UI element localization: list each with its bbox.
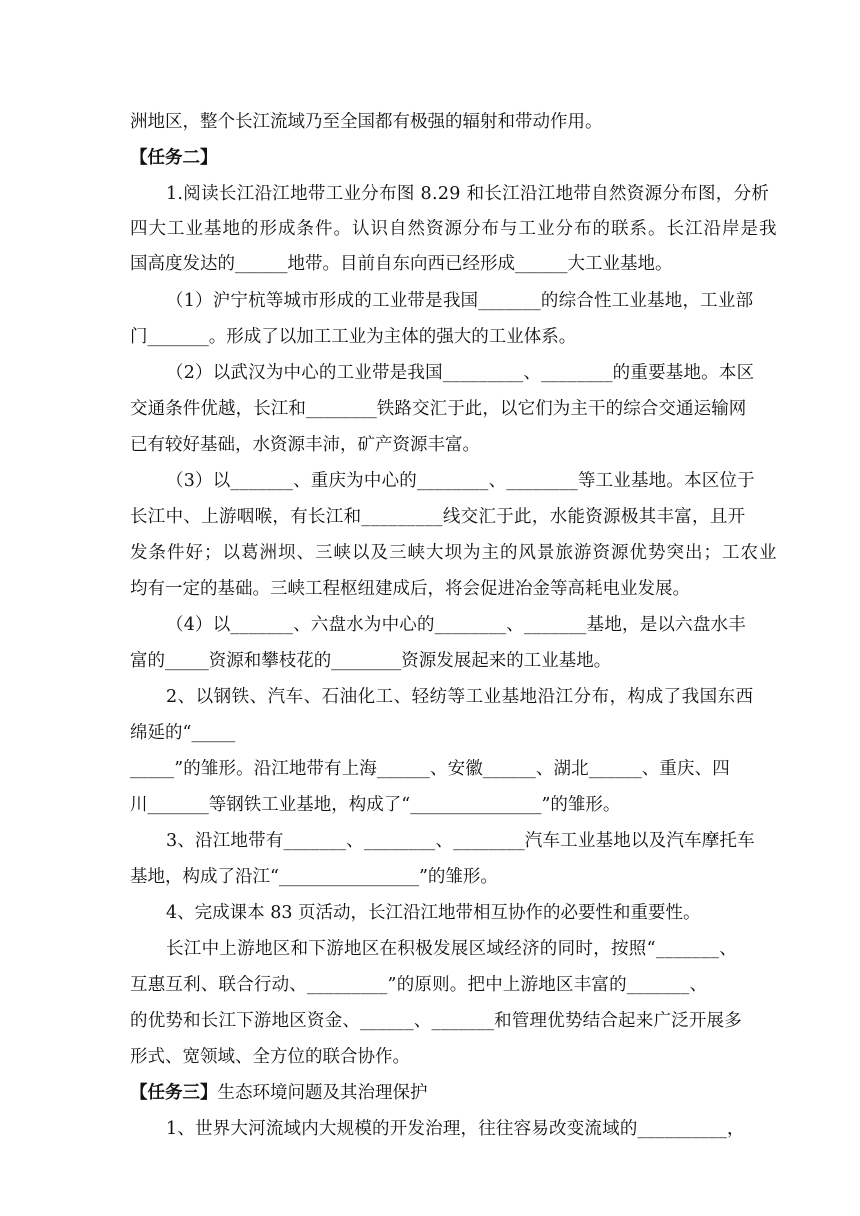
text-line: 1.阅读长江沿江地带工业分布图 8.29 和长江沿江地带自然资源分布图，分析 (166, 184, 770, 204)
text-line: 2、以钢铁、汽车、石油化工、轻纺等工业基地沿江分布，构成了我国东西 (166, 687, 754, 707)
text-line: 绵延的“_____ (130, 723, 236, 743)
text-line: _____”的雏形。沿江地带有上海______、安徽______、湖北______、重庆、四 (130, 759, 730, 779)
text-line: 基地，构成了沿江“________________”的雏形。 (130, 867, 498, 887)
text-line: 川_______等钢铁工业基地，构成了“_______________”的雏形。 (130, 795, 621, 815)
text-line: 四大工业基地的形成条件。认识自然资源分布与工业分布的联系。长江沿岸是我 (130, 219, 778, 239)
text-line: 富的_____资源和攀枝花的________资源发展起来的工业基地。 (130, 651, 612, 671)
section-heading: 【任务二】 (130, 148, 218, 168)
text-line: 交通条件优越，长江和________铁路交汇于此，以它们为主干的综合交通运输网 (130, 399, 747, 419)
text-line: 长江中、上游咽喉，有长江和_________线交汇于此，水能资源极其丰富，且开 (130, 507, 746, 527)
text-line: 洲地区，整个长江流域乃至全国都有极强的辐射和带动作用。 (130, 112, 603, 132)
text-line: 互惠互利、联合行动、_________”的原则。把中上游地区丰富的_______、 (130, 975, 708, 995)
text-line: （2）以武汉为中心的工业带是我国_________、________的重要基地。本区 (166, 363, 755, 383)
text-line: （4）以_______、六盘水为中心的________、_______基地，是以六盘水丰 (166, 615, 746, 635)
text-line: 形式、宽领域、全方位的联合协作。 (130, 1047, 410, 1067)
text-line: 门_______。形成了以加工工业为主体的强大的工业体系。 (130, 327, 577, 347)
text-line: 4、完成课本 83 页活动，长江沿江地带相互协作的必要性和重要性。 (166, 903, 701, 923)
text-line: 均有一定的基础。三峡工程枢纽建成后，将会促进冶金等高耗电业发展。 (130, 579, 690, 599)
text-line: 已有较好基础，水资源丰沛，矿产资源丰富。 (130, 435, 480, 455)
text-line: 的优势和长江下游地区资金、______、_______和管理优势结合起来广泛开展多 (130, 1011, 742, 1031)
text-line: 发条件好；以葛洲坝、三峡以及三峡大坝为主的风景旅游资源优势突出；工农业 (130, 543, 778, 563)
text-line: 1、世界大河流域内大规模的开发治理，往往容易改变流域的__________， (166, 1119, 745, 1139)
text-line: 3、沿江地带有_______、________、________汽车工业基地以及汽车摩托车 (166, 831, 755, 851)
text-line: 国高度发达的______地带。目前自东向西已经形成______大工业基地。 (130, 254, 673, 274)
section-heading: 【任务三】生态环境问题及其治理保护 (130, 1083, 428, 1103)
text-line: （3）以_______、重庆为中心的________、________等工业基地。本区位于 (166, 471, 755, 491)
text-line: 长江中上游地区和下游地区在积极发展区域经济的同时，按照“_______、 (166, 939, 737, 959)
text-line: （1）沪宁杭等城市形成的工业带是我国_______的综合性工业基地，工业部 (166, 291, 754, 311)
